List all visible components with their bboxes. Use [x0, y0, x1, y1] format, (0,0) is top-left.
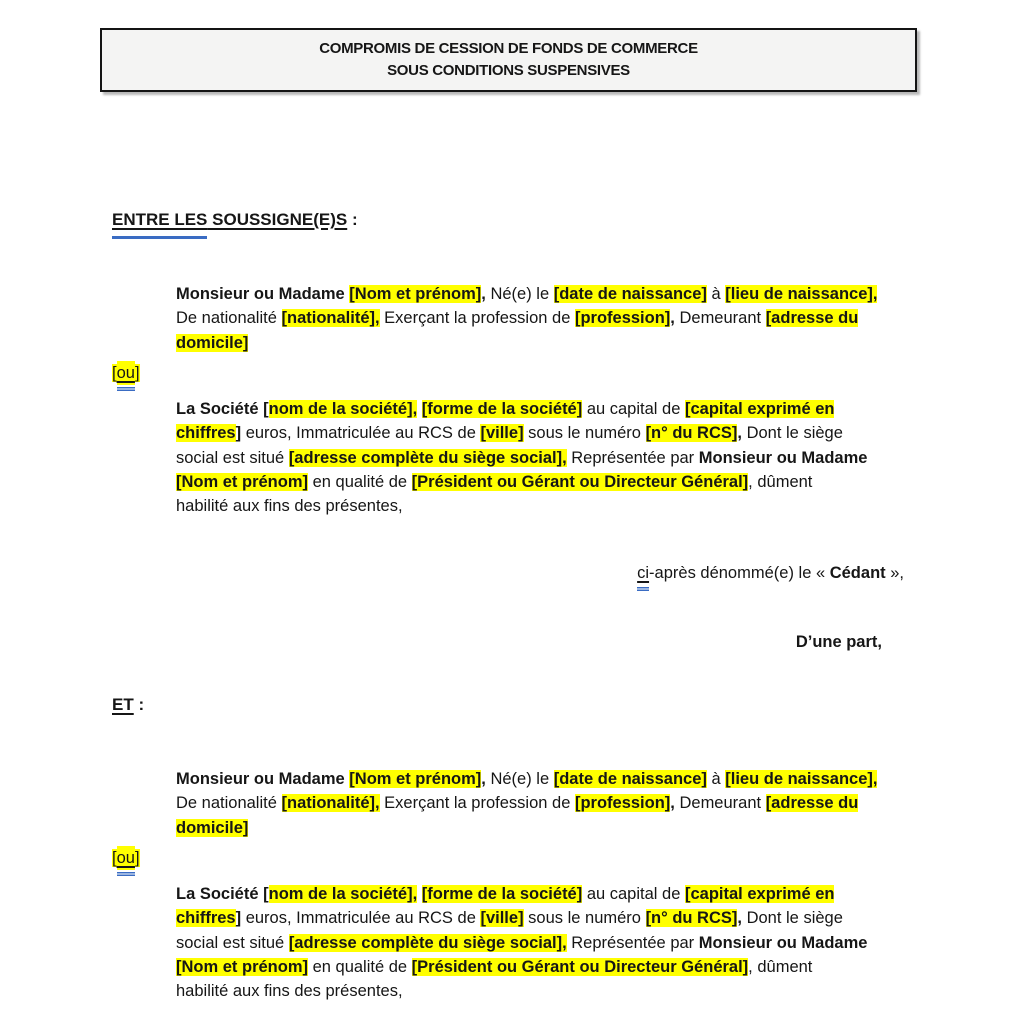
- text-run: Né(e) le: [485, 770, 554, 788]
- placeholder-capital: chiffres: [176, 424, 236, 443]
- text-run: , dûment: [748, 957, 813, 976]
- section-heading-entre-les-soussignes: [112, 208, 358, 232]
- text-run: -après dénommé(e) le «: [649, 564, 830, 582]
- placeholder-adresse-domicile: [adresse du: [765, 794, 859, 813]
- text-run: au capital de: [582, 885, 685, 903]
- text-run: Demeurant: [674, 309, 766, 328]
- document-title-line-1: COMPROMIS DE CESSION DE FONDS DE COMMERCE: [319, 40, 698, 57]
- placeholder-profession: [profession]: [574, 794, 671, 813]
- placeholder-nom-societe: nom de la société],: [268, 400, 418, 418]
- text-run: Monsieur ou Madame: [176, 770, 350, 788]
- text-run: Dont le siège: [742, 909, 843, 928]
- text-run: social est situé: [176, 448, 289, 467]
- highlighted-text: ]: [134, 849, 140, 867]
- text-run: Exerçant la profession de: [379, 309, 575, 328]
- ou-word: ou: [117, 361, 135, 385]
- text-run: Représentée par: [566, 448, 699, 467]
- text-run: ,: [481, 770, 486, 788]
- party-person-paragraph-cedant: [176, 282, 946, 355]
- text-run: ,: [481, 285, 486, 303]
- text-run: De nationalité: [176, 794, 282, 813]
- placeholder-forme-societe: [forme de la société]: [421, 400, 583, 418]
- placeholder-profession: [profession]: [574, 309, 671, 328]
- text-run: Représentée par: [566, 933, 699, 952]
- text-run: à: [706, 285, 726, 303]
- text-run: D’une part,: [795, 633, 882, 651]
- text-run: social est situé: [176, 933, 289, 952]
- text-run: La Société: [176, 400, 264, 418]
- party-company-paragraph-cessionnaire: [176, 882, 946, 1003]
- text-run: Demeurant: [674, 794, 766, 813]
- text-run: La Société: [176, 885, 264, 903]
- placeholder-qualite: [Président ou Gérant ou Directeur Général]: [411, 957, 749, 976]
- heading-text: ET: [112, 695, 134, 714]
- placeholder-lieu-naissance: [lieu de naissance],: [725, 285, 878, 303]
- text-run: Né(e) le: [485, 285, 554, 303]
- dune-part-line: [112, 630, 882, 654]
- heading-text: SOUSSIGNE(E)S: [207, 210, 348, 229]
- placeholder-date-naissance: [date de naissance]: [553, 770, 707, 788]
- placeholder-adresse-siege: [adresse complète du siège social],: [288, 448, 567, 467]
- heading-text: :: [133, 695, 145, 714]
- highlighted-text: [: [112, 849, 117, 867]
- text-run: Monsieur ou Madame: [698, 933, 868, 952]
- placeholder-capital: chiffres: [176, 909, 236, 928]
- placeholder-nom-prenom: [Nom et prénom]: [349, 285, 482, 303]
- ou-word: ou: [117, 846, 135, 870]
- placeholder-adresse-siege: [adresse complète du siège social],: [288, 933, 567, 952]
- text-run: De nationalité: [176, 309, 282, 328]
- text-run: euros, Immatriculée au RCS de: [241, 909, 481, 928]
- placeholder-capital: [capital exprimé en: [684, 400, 835, 418]
- highlighted-text: ]: [134, 364, 140, 382]
- text-run: ,: [670, 309, 675, 328]
- text-run: Monsieur ou Madame: [176, 285, 350, 303]
- placeholder-nom-societe: nom de la société],: [268, 885, 418, 903]
- placeholder-lieu-naissance: [lieu de naissance],: [725, 770, 878, 788]
- text-run: , dûment: [748, 472, 813, 491]
- placeholder-nom-prenom: [Nom et prénom]: [176, 472, 308, 491]
- placeholder-date-naissance: [date de naissance]: [553, 285, 707, 303]
- placeholder-adresse-domicile: [adresse du: [765, 309, 859, 328]
- text-run: au capital de: [582, 400, 685, 418]
- text-run: »,: [885, 564, 904, 582]
- placeholder-ville: [ville]: [480, 909, 524, 928]
- highlighted-text: [: [112, 364, 117, 382]
- cedant-word: Cédant: [829, 564, 886, 582]
- ou-alternative-line-1: [112, 361, 140, 385]
- placeholder-adresse-domicile: domicile]: [176, 333, 249, 352]
- placeholder-nationalite: [nationalité],: [281, 794, 380, 813]
- party-person-paragraph-cessionnaire: [176, 767, 946, 840]
- text-run: habilité aux fins des présentes,: [176, 497, 403, 516]
- cedant-designation-line: [112, 561, 904, 585]
- text-run: [: [263, 885, 269, 903]
- text-run: Exerçant la profession de: [379, 794, 575, 813]
- ou-alternative-line-2: [112, 846, 140, 870]
- placeholder-nationalite: [nationalité],: [281, 309, 380, 328]
- text-run: habilité aux fins des présentes,: [176, 982, 403, 1001]
- placeholder-ville: [ville]: [480, 424, 524, 443]
- text-run: à: [706, 770, 726, 788]
- placeholder-numero-rcs: [n° du RCS]: [645, 424, 738, 443]
- ci-word: ci: [637, 561, 649, 585]
- party-company-paragraph-cedant: [176, 397, 946, 518]
- text-run: euros, Immatriculée au RCS de: [241, 424, 481, 443]
- text-run: ,: [670, 794, 675, 813]
- text-run: Monsieur ou Madame: [698, 448, 868, 467]
- text-run: en qualité de: [308, 472, 412, 491]
- section-heading-et: [112, 693, 144, 717]
- placeholder-adresse-domicile: domicile]: [176, 818, 249, 837]
- text-run: ,: [737, 909, 742, 928]
- heading-text: ENTRE LES: [112, 208, 207, 232]
- document-title-box: [100, 28, 917, 92]
- text-run: sous le numéro: [523, 424, 646, 443]
- placeholder-numero-rcs: [n° du RCS]: [645, 909, 738, 928]
- placeholder-nom-prenom: [Nom et prénom]: [349, 770, 482, 788]
- placeholder-forme-societe: [forme de la société]: [421, 885, 583, 903]
- text-run: ]: [235, 424, 242, 443]
- text-run: [: [263, 400, 269, 418]
- placeholder-capital: [capital exprimé en: [684, 885, 835, 903]
- text-run: sous le numéro: [523, 909, 646, 928]
- document-title-line-2: SOUS CONDITIONS SUSPENSIVES: [387, 62, 630, 79]
- text-run: ]: [235, 909, 242, 928]
- placeholder-nom-prenom: [Nom et prénom]: [176, 957, 308, 976]
- text-run: en qualité de: [308, 957, 412, 976]
- placeholder-qualite: [Président ou Gérant ou Directeur Général]: [411, 472, 749, 491]
- heading-text: :: [347, 210, 358, 229]
- text-run: ,: [737, 424, 742, 443]
- text-run: Dont le siège: [742, 424, 843, 443]
